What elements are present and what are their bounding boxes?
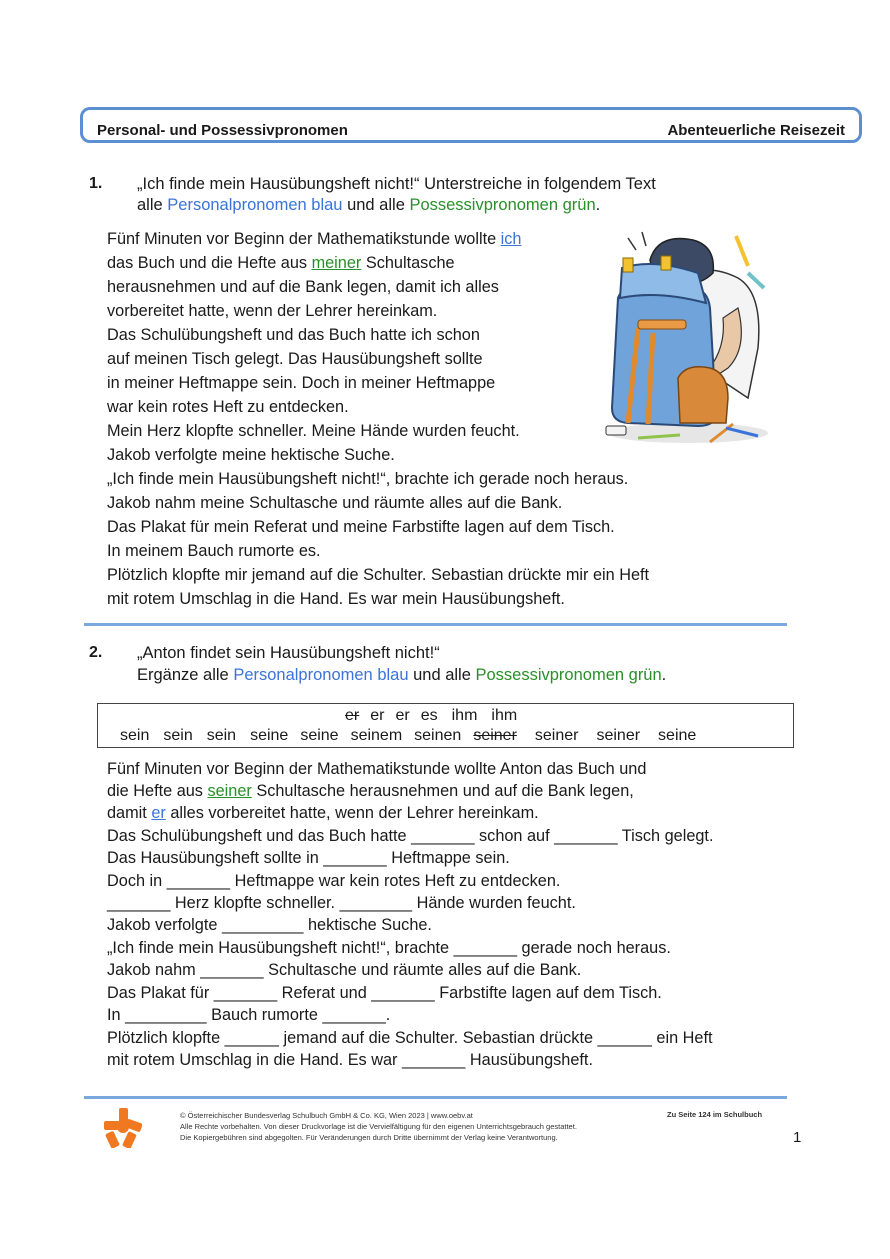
filled-possessive-pronoun[interactable]: seiner bbox=[207, 782, 252, 800]
story-line: Plötzlich klopfte mir jemand auf die Schulter. Sebastian drückte mir ein Heft bbox=[107, 566, 650, 584]
story-line-with-blanks[interactable]: Das Schulübungsheft und das Buch hatte _______ schon auf _______ Tisch gelegt. bbox=[107, 827, 714, 845]
story-line: in meiner Heftmappe sein. Doch in meiner Heftmappe bbox=[107, 374, 496, 392]
story-line: damit er alles vorbereitet hatte, wenn der Lehrer hereinkam. bbox=[107, 804, 539, 822]
story-line-with-blanks[interactable]: _______ Herz klopfte schneller. ________ Hände wurden feucht. bbox=[107, 894, 576, 912]
story-line: war kein rotes Heft zu entdecken. bbox=[107, 398, 349, 416]
possessive-pronoun-color-hint: Possessivpronomen grün bbox=[409, 196, 596, 214]
story-line: Fünf Minuten vor Beginn der Mathematikstunde wollte ich bbox=[107, 230, 522, 248]
word-bank-item: ihm bbox=[491, 707, 518, 724]
copyright-notice: © Österreichischer Bundesverlag Schulbuch GmbH & Co. KG, Wien 2023 | www.oebv.at Alle Rechte vorbehalten. Von dieser Druckvorlage ist die Vervielfältigung für den eigenen Unterrichtsgebrauch gestattet. Die Kopiergebühren sind abgegolten. Für Veränderungen durch Dritte übernimmt der Verlag keine Verantwortung. bbox=[180, 1111, 577, 1142]
word-bank-item: seiner bbox=[596, 727, 641, 744]
task2-instruction-line1: „Anton findet sein Hausübungsheft nicht!“ bbox=[137, 644, 440, 662]
story-line-with-blanks[interactable]: mit rotem Umschlag in die Hand. Es war _______ Hausübungsheft. bbox=[107, 1051, 593, 1069]
task1-instruction-line2: alle Personalpronomen blau und alle Possessivpronomen grün. bbox=[137, 196, 601, 214]
word-bank-item: seinen bbox=[414, 727, 462, 744]
story-line: In meinem Bauch rumorte es. bbox=[107, 542, 321, 560]
story-line: die Hefte aus seiner Schultasche herausnehmen und auf die Bank legen, bbox=[107, 782, 634, 800]
word-bank-item: es bbox=[420, 707, 438, 724]
word-bank-item: ihm bbox=[451, 707, 478, 724]
task2-instruction-line2: Ergänze alle Personalpronomen blau und alle Possessivpronomen grün. bbox=[137, 666, 667, 684]
task1-number: 1. bbox=[89, 175, 103, 192]
personal-pronoun-color-hint: Personalpronomen blau bbox=[233, 666, 409, 684]
footer-divider bbox=[84, 1096, 787, 1099]
story-line: Fünf Minuten vor Beginn der Mathematikstunde wollte Anton das Buch und bbox=[107, 760, 647, 778]
word-bank-item: seine bbox=[300, 727, 339, 744]
word-bank-item: seine bbox=[658, 727, 697, 744]
story-line: auf meinen Tisch gelegt. Das Hausübungsheft sollte bbox=[107, 350, 483, 368]
word-bank-item: sein bbox=[120, 727, 150, 744]
word-bank-item: er bbox=[370, 707, 385, 724]
story-line: herausnehmen und auf die Bank legen, damit ich alles bbox=[107, 278, 499, 296]
word-bank-row-1 bbox=[345, 707, 517, 725]
story-line: Mein Herz klopfte schneller. Meine Hände wurden feucht. bbox=[107, 422, 520, 440]
word-bank-row-2 bbox=[120, 727, 696, 745]
story-line-with-blanks[interactable]: Jakob verfolgte _________ hektische Suche. bbox=[107, 916, 432, 934]
word-bank-item-used: seiner bbox=[473, 727, 517, 744]
textbook-page-reference: Zu Seite 124 im Schulbuch bbox=[667, 1110, 763, 1119]
story-line-with-blanks[interactable]: In _________ Bauch rumorte _______. bbox=[107, 1006, 391, 1024]
story-line: „Ich finde mein Hausübungsheft nicht!“, brachte ich gerade noch heraus. bbox=[107, 470, 629, 488]
story-line-with-blanks[interactable]: Jakob nahm _______ Schultasche und räumte alles auf die Bank. bbox=[107, 961, 582, 979]
page-number: 1 bbox=[793, 1129, 802, 1146]
word-bank-item-used: er bbox=[345, 707, 360, 724]
story-line-with-blanks[interactable]: Doch in _______ Heftmappe war kein rotes Heft zu entdecken. bbox=[107, 872, 561, 890]
underlined-personal-pronoun[interactable]: ich bbox=[500, 230, 522, 248]
story-line: vorbereitet hatte, wenn der Lehrer hereinkam. bbox=[107, 302, 438, 320]
header-chapter: Abenteuerliche Reisezeit bbox=[667, 122, 845, 139]
word-bank-item: sein bbox=[206, 727, 237, 744]
story-line: Das Schulübungsheft und das Buch hatte ich schon bbox=[107, 326, 480, 344]
boy-searching-backpack-illustration bbox=[598, 228, 770, 454]
story-line-with-blanks[interactable]: Das Plakat für _______ Referat und _______ Farbstifte lagen auf dem Tisch. bbox=[107, 984, 662, 1002]
worksheet-header bbox=[80, 107, 862, 143]
word-bank-item: seine bbox=[250, 727, 289, 744]
word-bank-item: seiner bbox=[534, 727, 579, 744]
task1-instruction-line1: „Ich finde mein Hausübungsheft nicht!“ Unterstreiche in folgendem Text bbox=[137, 175, 656, 193]
story-line: Jakob verfolgte meine hektische Suche. bbox=[107, 446, 395, 464]
word-bank-item: er bbox=[395, 707, 410, 724]
story-line-with-blanks[interactable]: Das Hausübungsheft sollte in _______ Heftmappe sein. bbox=[107, 849, 510, 867]
word-bank-box bbox=[97, 703, 794, 748]
section-divider bbox=[84, 623, 787, 626]
header-topic: Personal- und Possessivpronomen bbox=[97, 122, 348, 139]
story-line: Das Plakat für mein Referat und meine Farbstifte lagen auf dem Tisch. bbox=[107, 518, 615, 536]
word-bank-item: sein bbox=[163, 727, 193, 744]
story-line: mit rotem Umschlag in die Hand. Es war mein Hausübungsheft. bbox=[107, 590, 565, 608]
word-bank-item: seinem bbox=[350, 727, 403, 744]
story-line-with-blanks[interactable]: „Ich finde mein Hausübungsheft nicht!“, brachte _______ gerade noch heraus. bbox=[107, 939, 671, 957]
task2-number: 2. bbox=[89, 644, 103, 661]
filled-personal-pronoun[interactable]: er bbox=[151, 804, 166, 822]
underlined-possessive-pronoun[interactable]: meiner bbox=[311, 254, 362, 272]
story-line-with-blanks[interactable]: Plötzlich klopfte ______ jemand auf die Schulter. Sebastian drückte ______ ein Heft bbox=[107, 1029, 713, 1047]
publisher-logo-icon bbox=[104, 1108, 142, 1148]
possessive-pronoun-color-hint: Possessivpronomen grün bbox=[475, 666, 662, 684]
story-line: das Buch und die Hefte aus meiner Schultasche bbox=[107, 254, 455, 272]
story-line: Jakob nahm meine Schultasche und räumte alles auf die Bank. bbox=[107, 494, 563, 512]
personal-pronoun-color-hint: Personalpronomen blau bbox=[167, 196, 343, 214]
